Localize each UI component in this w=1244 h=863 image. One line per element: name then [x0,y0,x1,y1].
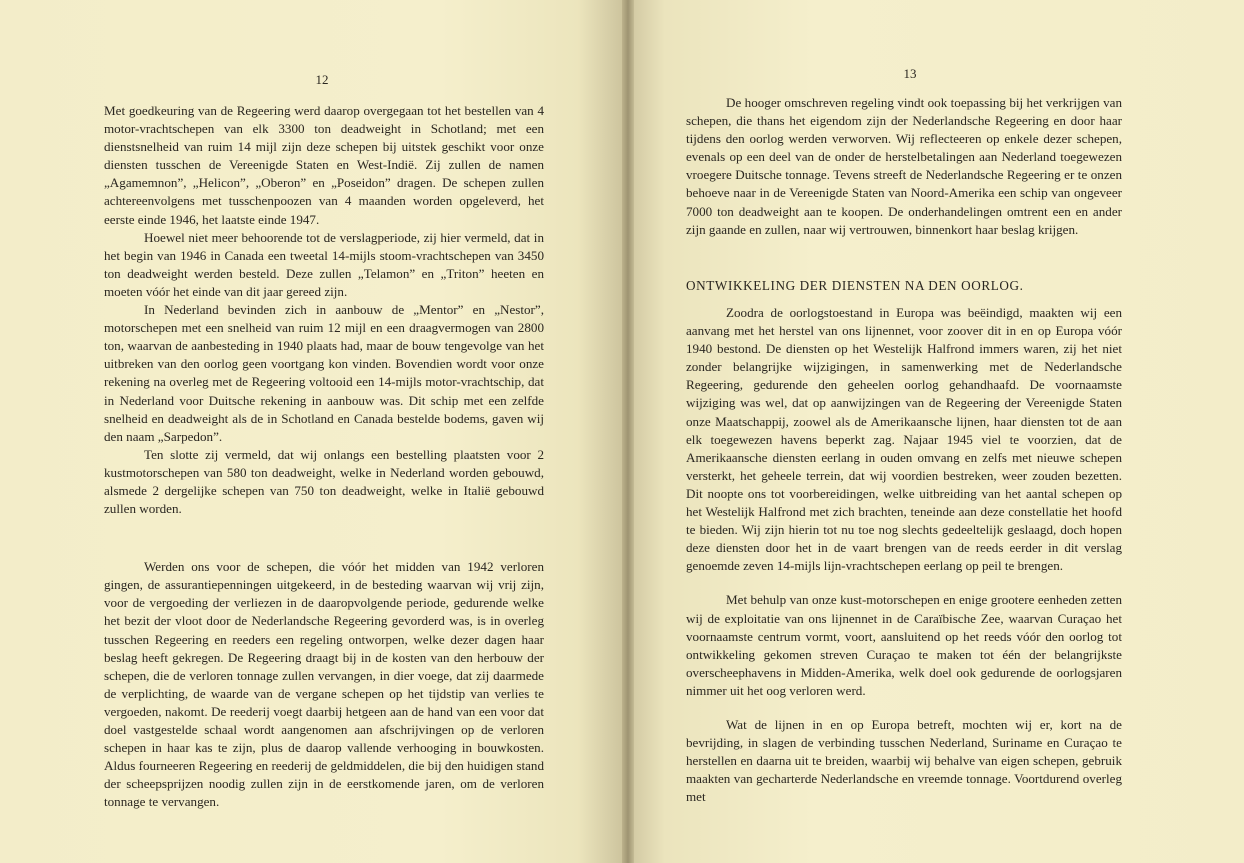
left-page-body [104,102,544,811]
page-number-left: 12 [315,72,329,87]
paragraph-gap [686,575,1122,591]
paragraph-gap [686,700,1122,716]
right-intro-text [686,94,1122,239]
right-paragraph-1: Zoodra de oorlogstoestand in Europa was beëindigd, maakten wij een aanvang met het herstel van ons lijnennet, voor zoover dit in en op Europa vóór 1940 bestond. De diensten op het Westelijk Halfrond immers waren, zij het niet zonder belangrijke wijzigingen, in samenwerking met de Nederlandsche Regeering, gedurende den geheelen oorlog gehandhaafd. De voornaamste wijziging was wel, dat op aanwijzingen van de Regeering der Vereenigde Staten onze Maatschappij, zoowel als de Amerikaansche lijnen, haar diensten tot de aan elk toegewezen havens beperkt zag. Najaar 1945 viel te voorzien, dat de Amerikaansche diensten eerlang in ouden omvang en zelfs met nieuwe schepen versterkt, het geheele terrein, dat wij voordien bestreken, weer zouden bezetten. Dit noopte ons tot voorbereidingen, welke uitbreiding van het aantal schepen op het Westelijk Halfrond met zich brachten, teneinde aan deze constellatie het hoofd te bieden. Wij zijn hierin tot nu toe nog slechts gedeeltelijk geslaagd, doch hopen deze diensten door het in de vaart brengen van de reeds eerder in dit verslag genoemde zeven 14-mijls lijn-vrachtschepen eerlang op peil te brengen. [686,305,1122,574]
right-paragraph-3: Wat de lijnen in en op Europa betreft, mochten wij er, kort na de bevrijding, in slagen de verbinding tusschen Nederland, Suriname en Curaçao te herstellen en daarna uit te breiden, waarbij wij behalve van eigen schepen, gebruik maakten van gecharterde Nederlandsche en vreemde tonnage. Voortdurend overleg met [686,716,1122,805]
left-paragraph-3: In Nederland bevinden zich in aanbouw de „Mentor” en „Nestor”, motorschepen met een snelheid van ruim 12 mijl en een draagvermogen van 2800 ton, waarvan de aanbesteding in 1940 plaats had, maar de bouw tengevolge van het uitbreken van den oorlog geen voortgang kon vinden. Bovendien wordt voor onze rekening na overleg met de Regeering voltooid een 14-mijls motor-vrachtschip, dat in Nederland voor Duitsche rekening in aanbouw was. Dit schip met een zelfde snelheid en deadweight als de in Schotland en Canada bestelde bodems, gaven wij den naam „Sarpedon”. [104,302,544,444]
left-paragraph-4: Ten slotte zij vermeld, dat wij onlangs een bestelling plaatsten voor 2 kustmotorschepen van 580 ton deadweight, welke in Nederland worden gebouwd, alsmede 2 dergelijke schepen van 750 ton deadweight, welke in Italië gebouwd zullen worden. [104,446,544,517]
page-number-right: 13 [903,66,917,81]
left-paragraph-1: Met goedkeuring van de Regeering werd daarop overgegaan tot het bestellen van 4 motor-vrachtschepen van elk 3300 ton deadweight in Schotland; met een dienstsnelheid van ruim 14 mijl zijn deze schepen bij uitstek geschikt voor onze diensten tusschen de Vereenigde Staten en West-Indië. Zij zullen de namen „Agamemnon”, „Helicon”, „Oberon” en „Poseidon” dragen. De schepen zullen achtereenvolgens met tusschenpoozen van 4 maanden worden opgeleverd, het eerste einde 1946, het laatste einde 1947. [104,103,544,227]
right-page-body [686,304,1122,806]
right-paragraph-2: Met behulp van onze kust-motorschepen en enige grootere eenheden zetten wij de exploitatie van ons lijnennet in de Caraïbische Zee, waarvan Curaçao het voornaamste centrum vormt, voort, aansluitend op het reeds vóór den oorlog tot ontwikkeling gekomen streven Curaçao te maken tot één der belangrijkste overscheephavens in Midden-Amerika, welk doel ook gedurende de oorlogsjaren nimmer uit het oog verloren werd. [686,592,1122,698]
paragraph-gap [104,518,544,558]
book-gutter [622,0,634,863]
left-paragraph-5: Werden ons voor de schepen, die vóór het midden van 1942 verloren gingen, de assurantiepenningen uitgekeerd, in de besteding waarvan wij vrij zijn, voor de vergoeding der verliezen in de daaropvolgende periode, gedurende welke het bezit der vloot door de Nederlandsche Regeering gevorderd was, is in overleg tusschen Regeering en reeders een regeling ontworpen, welke dezer dagen haar beslag heeft gekregen. De Regeering draagt bij in de kosten van den herbouw der schepen, die de verloren tonnage zullen vervangen, in dier voege, dat zij daarmede de verplichting, de waarde van de vergane schepen op het tijdstip van verlies te vergoeden, nakomt. De reederij voegt daarbij hetgeen aan de hand van een voor dat doel vastgestelde schaal wordt aangenomen aan afschrijvingen op de verloren schepen in haar kas te zijn, plus de daarop vallende verhooging in bouwkosten. Aldus fourneeren Regeering en reederij de geldmiddelen, die bij den huidigen stand der scheepsprijzen noodig zullen zijn in de eerstkomende jaren, om de verloren tonnage te vervangen. [104,559,544,810]
left-paragraph-2: Hoewel niet meer behoorende tot de verslagperiode, zij hier vermeld, dat in het begin van 1946 in Canada een tweetal 14-mijls stoom-vrachtschepen van 3450 ton deadweight werden besteld. Deze zullen „Telamon” en „Triton” heeten en moeten vóór het einde van dit jaar gereed zijn. [104,229,544,299]
section-heading: ONTWIKKELING DER DIENSTEN NA DEN OORLOG. [686,278,1024,293]
right-intro-paragraph: De hooger omschreven regeling vindt ook toepassing bij het verkrijgen van schepen, die thans het eigendom zijn der Nederlandsche Regeering en door haar tijdens den oorlog werden verworven. Wij reflecteeren op enkele dezer schepen, evenals op een deel van de onder de herstelbetalingen aan Nederland toegewezen vroegere Duitsche tonnage. Tevens streeft de Nederlandsche Regeering er te onzen behoeve naar in de Vereenigde Staten van Noord-Amerika een schip van ongeveer 7000 ton deadweight aan te koopen. De onderhandelingen omtrent een en ander zijn gaande en zullen, naar wij vertrouwen, binnenkort haar beslag krijgen. [686,95,1122,237]
right-page [628,0,1244,863]
